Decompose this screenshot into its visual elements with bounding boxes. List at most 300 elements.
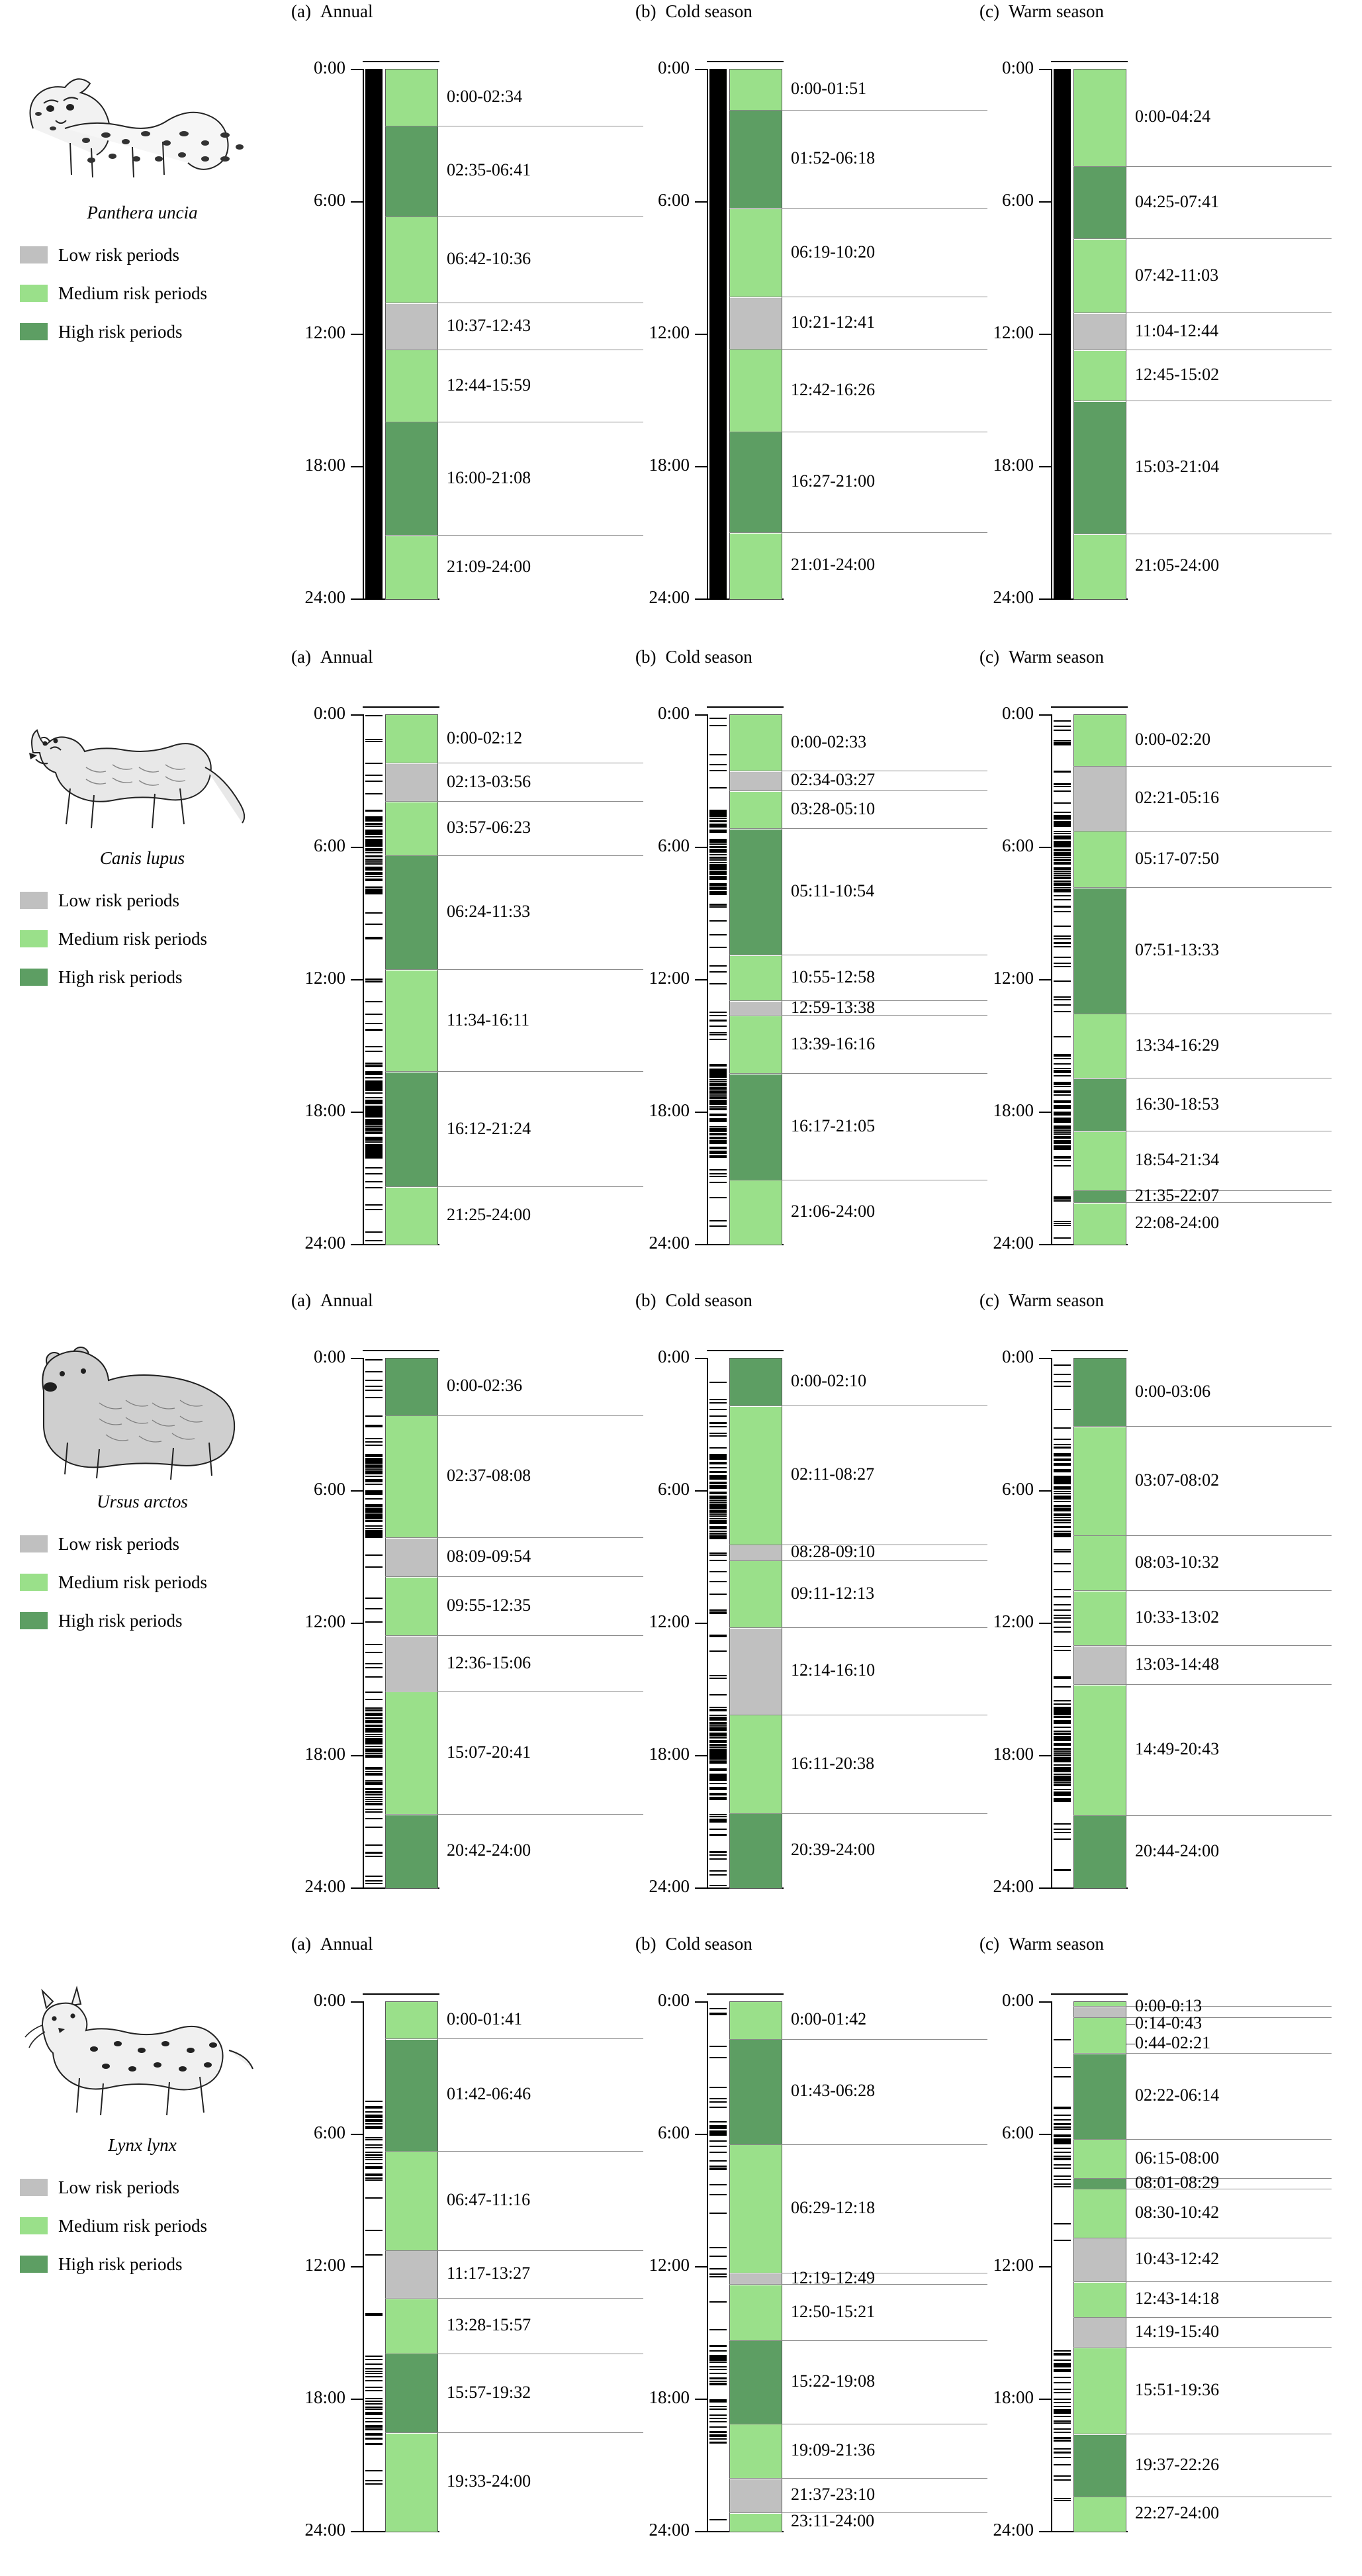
rug-tick: [709, 1650, 727, 1652]
segment-time-label: 0:00-02:10: [791, 1371, 867, 1391]
rug-tick: [709, 1742, 727, 1743]
segment-time-label: 0:00-02:34: [447, 86, 523, 106]
rug-tick: [365, 1141, 383, 1143]
rug-tick: [709, 831, 727, 832]
rug-tick: [365, 1739, 383, 1740]
rug-tick: [1054, 1784, 1071, 1786]
rug-tick: [365, 861, 383, 863]
rug-tick: [709, 1155, 727, 1157]
axis-tick: [313, 2123, 364, 2142]
rug-tick: [1054, 1764, 1071, 1766]
rug-tick: [1054, 2139, 1071, 2140]
rug-tick: [709, 2273, 727, 2275]
rug-tick: [1054, 720, 1071, 722]
rug-tick: [709, 1733, 727, 1734]
segment-time-label: 0:00-0:13: [1135, 1996, 1203, 2015]
rug-tick: [709, 787, 727, 788]
rug-tick: [365, 2254, 383, 2256]
rug-tick: [709, 1870, 727, 1872]
rug-tick: [365, 2438, 383, 2439]
rug-tick: [365, 1082, 383, 1083]
rug-tick: [1054, 1221, 1071, 1222]
risk-segment-medium: [730, 715, 782, 771]
rug-tick: [709, 1758, 727, 1760]
rug-tick: [709, 2426, 727, 2428]
legend-swatch-medium: [20, 285, 48, 302]
rug-tick: [1054, 1094, 1071, 1096]
rug-tick: [1054, 1801, 1071, 1802]
rug-tick: [1054, 1714, 1071, 1715]
rug-tick: [1054, 1488, 1071, 1490]
rug-tick: [365, 2179, 383, 2181]
rug-tick: [709, 2438, 727, 2440]
rug-tick: [709, 891, 727, 892]
panel-name: Cold season: [665, 647, 752, 667]
risk-segment-high: [386, 856, 437, 970]
segment-time-label: 01:42-06:46: [447, 2084, 531, 2104]
risk-segment-high: [1074, 1079, 1126, 1131]
rug-tick: [365, 1173, 383, 1174]
rug-tick: [709, 1433, 727, 1434]
panel-title: [635, 1934, 752, 1954]
axis-tick-label: 18:00: [304, 1744, 345, 1764]
axis-tick-label: 24:00: [993, 1876, 1034, 1896]
rug-tick: [709, 1143, 727, 1144]
rug-tick: [1054, 1225, 1071, 1226]
risk-segment-low: [386, 1539, 437, 1577]
rug-tick: [1054, 2392, 1071, 2393]
segment-time-label: 02:11-08:27: [791, 1464, 875, 1484]
segment-time-label: 12:45-15:02: [1135, 365, 1220, 385]
axis-tick-label: 0:00: [657, 58, 690, 77]
rug-tick: [365, 1359, 383, 1360]
rug-tick: [1054, 1004, 1071, 1006]
axis-tick-label: 0:00: [1001, 1347, 1034, 1366]
rug-tick: [1054, 1527, 1071, 1528]
axis-tick: [304, 455, 364, 475]
segment-time-label: 02:21-05:16: [1135, 787, 1220, 807]
rug-tick: [709, 2401, 727, 2403]
rug-tick: [1054, 2475, 1071, 2477]
legend-swatch-high: [20, 323, 48, 340]
legend-label: High risk periods: [58, 967, 183, 987]
rug-tick: [365, 1780, 383, 1782]
axis-cap: [1051, 1350, 1128, 1351]
rug-tick: [709, 1197, 727, 1198]
risk-segment-high: [386, 126, 437, 217]
rug-tick: [709, 1505, 727, 1506]
risk-segment-high: [1074, 2179, 1126, 2189]
axis-tick-label: 24:00: [993, 2520, 1034, 2540]
rug-tick: [709, 2276, 727, 2277]
rug-tick: [1054, 2067, 1071, 2068]
rug-tick: [709, 1032, 727, 1033]
rug-tick: [1054, 1549, 1071, 1550]
chart-panel: [973, 1318, 1343, 1927]
segment-time-label: 13:28-15:57: [447, 2315, 531, 2335]
segment-time-label: 16:30-18:53: [1135, 1094, 1220, 1114]
rug-tick: [709, 1220, 727, 1221]
axis-tick: [993, 322, 1052, 342]
rug-tick: [709, 1735, 727, 1737]
risk-period-bar: [1073, 714, 1126, 1245]
axis-tick-label: 0:00: [313, 1990, 345, 2010]
legend-item-low: [20, 881, 285, 920]
rug-tick: [709, 1528, 727, 1529]
segment-time-label: 16:17-21:05: [791, 1116, 876, 1135]
segment-time-label: 11:04-12:44: [1135, 320, 1219, 340]
rug-tick: [709, 1613, 727, 1614]
rug-tick: [709, 1793, 727, 1794]
rug-tick: [709, 2134, 727, 2135]
rug-tick: [1054, 2464, 1071, 2465]
rug-tick: [365, 1771, 383, 1772]
axis-tick-label: 6:00: [1001, 2123, 1034, 2142]
rug-tick: [1054, 1106, 1071, 1107]
rug-tick: [1054, 1063, 1071, 1065]
rug-tick: [1054, 853, 1071, 855]
segment-time-label: 12:43-14:18: [1135, 2289, 1220, 2309]
rug-tick: [709, 718, 727, 719]
rug-tick: [1054, 926, 1071, 927]
rug-tick: [1054, 2432, 1071, 2433]
risk-segment-high: [386, 2040, 437, 2152]
axis-tick-label: 12:00: [649, 322, 690, 342]
rug-tick: [709, 770, 727, 771]
rug-tick: [709, 2107, 727, 2108]
axis-tick-label: 12:00: [649, 968, 690, 988]
risk-segment-high: [386, 1815, 437, 1888]
rug-tick: [1054, 1055, 1071, 1057]
axis-tick: [313, 835, 364, 855]
rug-tick: [1054, 2437, 1071, 2438]
rug-tick: [1054, 1709, 1071, 1710]
rug-tick: [1054, 2479, 1071, 2481]
rug-tick: [1054, 2124, 1071, 2125]
rug-tick: [709, 2421, 727, 2422]
risk-period-bar: [385, 2001, 438, 2532]
rug-tick: [1054, 2452, 1071, 2454]
legend-label: High risk periods: [58, 321, 183, 342]
axis-tick: [649, 1744, 708, 1764]
rug-tick: [709, 871, 727, 873]
rug-tick: [365, 1751, 383, 1752]
rug-tick: [365, 1511, 383, 1513]
rug-tick: [1054, 1447, 1071, 1449]
rug-tick: [365, 1804, 383, 1805]
rug-tick: [1054, 2175, 1071, 2177]
rug-tick: [1054, 1198, 1071, 1200]
risk-segment-medium: [386, 1692, 437, 1815]
axis-tick: [993, 587, 1052, 607]
rug-tick: [1054, 2148, 1071, 2149]
axis-tick-label: 6:00: [1001, 190, 1034, 210]
rug-tick: [1054, 1129, 1071, 1131]
rug-tick: [365, 1663, 383, 1664]
rug-tick: [365, 1788, 383, 1789]
rug-tick: [1054, 1703, 1071, 1705]
risk-segment-medium: [1074, 1014, 1126, 1078]
rug-tick: [365, 2137, 383, 2138]
species-name: Lynx lynx: [108, 2135, 177, 2155]
rug-tick: [1054, 1646, 1071, 1647]
axis-tick: [649, 1233, 708, 1253]
axis-tick-label: 6:00: [1001, 1479, 1034, 1499]
rug-tick: [709, 1482, 727, 1483]
rug-tick: [1054, 2389, 1071, 2390]
lynx-illustration: [7, 1962, 271, 2160]
segment-time-label: 10:43-12:42: [1135, 2249, 1220, 2269]
risk-segment-high: [730, 2341, 782, 2424]
rug-tick: [709, 2046, 727, 2047]
activity-rug: [1054, 714, 1071, 1244]
rug-tick: [1054, 1118, 1071, 1119]
risk-segment-medium: [386, 715, 437, 763]
rug-tick: [709, 2377, 727, 2379]
segment-time-label: 15:51-19:36: [1135, 2380, 1220, 2400]
rug-tick: [1054, 1838, 1071, 1840]
rug-tick: [709, 1533, 727, 1535]
rug-tick: [1054, 1780, 1071, 1782]
rug-tick: [1054, 1533, 1071, 1534]
axis-tick: [993, 1876, 1052, 1896]
rug-tick: [1054, 1121, 1071, 1123]
rug-tick: [709, 2101, 727, 2103]
rug-tick: [709, 1435, 727, 1437]
rug-tick: [709, 839, 727, 840]
rug-tick: [1054, 1498, 1071, 1500]
rug-tick: [365, 1065, 383, 1067]
segment-time-label: 0:14-0:43: [1135, 2013, 1203, 2032]
risk-segment-low: [730, 298, 782, 350]
segment-time-label: 07:51-13:33: [1135, 939, 1220, 959]
rug-tick: [1054, 1782, 1071, 1784]
rug-tick: [1054, 1483, 1071, 1484]
rug-tick: [365, 1470, 383, 1472]
rug-tick: [365, 2376, 383, 2377]
rug-tick: [709, 878, 727, 879]
segment-time-label: 23:11-24:00: [791, 2511, 875, 2531]
rug-tick: [1054, 1374, 1071, 1375]
rug-tick: [365, 1644, 383, 1645]
rug-tick: [1054, 2107, 1071, 2108]
rug-tick: [1054, 1789, 1071, 1790]
rug-tick: [709, 1756, 727, 1758]
rug-tick: [1054, 1142, 1071, 1143]
segment-time-label: 03:07-08:02: [1135, 1470, 1220, 1490]
rug-tick: [1054, 1723, 1071, 1724]
rug-tick: [365, 2407, 383, 2408]
rug-tick: [709, 1012, 727, 1013]
rug-tick: [709, 876, 727, 877]
axis-tick-label: 0:00: [657, 1347, 690, 1366]
rug-tick: [1054, 1237, 1071, 1239]
panel-tag: (b): [635, 1934, 657, 1954]
rug-tick: [365, 1071, 383, 1073]
rug-tick: [365, 1023, 383, 1024]
species-block: [0, 645, 1362, 1289]
rug-tick: [709, 1707, 727, 1708]
rug-tick: [365, 2159, 383, 2160]
axis-tick: [1001, 1347, 1052, 1366]
rug-tick: [365, 1092, 383, 1094]
rug-tick: [709, 824, 727, 825]
panel-name: Warm season: [1008, 1934, 1104, 1954]
risk-segment-medium: [386, 2152, 437, 2250]
rug-tick: [365, 2429, 383, 2430]
axis-tick: [1001, 703, 1052, 723]
risk-segment-medium: [730, 1715, 782, 1813]
rug-tick: [709, 1148, 727, 1149]
rug-tick: [365, 2120, 383, 2121]
rug-tick: [1054, 1112, 1071, 1114]
chart-panel: [285, 675, 655, 1284]
axis-tick: [313, 190, 364, 210]
rug-tick: [709, 1851, 727, 1852]
panel-title: [979, 647, 1104, 667]
risk-segment-low: [730, 1629, 782, 1715]
legend-label: Medium risk periods: [58, 928, 207, 949]
rug-tick: [709, 1834, 727, 1835]
rug-tick: [365, 912, 383, 914]
panel-name: Annual: [320, 647, 373, 667]
axis-tick: [993, 1233, 1052, 1253]
axis-tick-label: 24:00: [304, 1233, 345, 1253]
rug-tick: [709, 1717, 727, 1718]
panel-title: [979, 1934, 1104, 1954]
axis-tick-label: 24:00: [649, 1233, 690, 1253]
rug-tick: [709, 1511, 727, 1512]
rug-tick: [709, 2247, 727, 2248]
rug-tick: [709, 2256, 727, 2257]
rug-tick: [1054, 980, 1071, 982]
axis-tick-label: 24:00: [649, 1876, 690, 1896]
rug-tick: [365, 820, 383, 822]
axis-tick: [1001, 1479, 1052, 1499]
rug-tick: [1054, 881, 1071, 882]
rug-tick: [365, 1204, 383, 1206]
legend-item-high: [20, 1601, 285, 1640]
rug-tick: [1054, 1409, 1071, 1410]
segment-time-label: 16:27-21:00: [791, 471, 876, 491]
segment-time-label: 05:17-07:50: [1135, 848, 1220, 868]
rug-tick: [709, 1675, 727, 1676]
risk-segment-medium: [386, 1416, 437, 1538]
risk-segment-medium: [386, 2299, 437, 2354]
rug-tick: [1054, 1604, 1071, 1605]
risk-segment-medium: [1074, 70, 1126, 167]
rug-tick: [1054, 2168, 1071, 2169]
rug-tick: [1054, 1453, 1071, 1455]
rug-tick: [709, 1176, 727, 1177]
rug-tick: [1054, 1480, 1071, 1482]
rug-tick: [709, 1065, 727, 1067]
segment-time-label: 02:22-06:14: [1135, 2085, 1220, 2105]
rug-tick: [709, 1467, 727, 1468]
chart-panel: [285, 1318, 655, 1927]
rug-tick: [1054, 1758, 1071, 1759]
rug-tick: [709, 1488, 727, 1489]
risk-segment-medium: [730, 534, 782, 599]
rug-tick: [709, 1715, 727, 1716]
rug-tick: [365, 889, 383, 890]
risk-segment-medium: [1074, 2018, 1126, 2054]
axis-tick-label: 24:00: [649, 2520, 690, 2540]
axis-tick: [649, 1876, 708, 1896]
rug-tick: [709, 1126, 727, 1127]
rug-tick: [709, 849, 727, 850]
risk-segment-high: [1074, 1359, 1126, 1427]
risk-segment-medium: [730, 2145, 782, 2273]
rug-tick: [1054, 1795, 1071, 1796]
rug-tick: [1054, 1478, 1071, 1479]
rug-tick: [709, 1101, 727, 1102]
rug-tick: [1054, 1476, 1071, 1477]
rug-tick: [1054, 2382, 1071, 2383]
rug-tick: [709, 1740, 727, 1741]
risk-segment-low: [1074, 2007, 1126, 2018]
axis-tick: [649, 2520, 708, 2540]
rug-tick: [365, 2107, 383, 2109]
risk-period-bar: [385, 714, 438, 1245]
segment-label-column: [1126, 714, 1331, 1244]
rug-tick: [1054, 2360, 1071, 2361]
rug-tick: [1054, 1700, 1071, 1701]
rug-tick: [709, 1137, 727, 1139]
axis-tick-label: 6:00: [313, 2123, 345, 2142]
legend-item-medium: [20, 274, 285, 312]
rug-tick: [365, 1156, 383, 1157]
panel-name: Annual: [320, 1290, 373, 1310]
segment-time-label: 19:09-21:36: [791, 2440, 876, 2460]
chart-panel: [285, 29, 655, 638]
legend-item-high: [20, 958, 285, 996]
rug-tick: [1054, 2457, 1071, 2458]
rug-tick: [1054, 1160, 1071, 1161]
rug-tick: [709, 841, 727, 843]
panel-tag: (a): [291, 1, 311, 21]
risk-segment-medium: [730, 2002, 782, 2040]
rug-tick: [709, 2359, 727, 2360]
rug-tick: [1054, 889, 1071, 890]
axis-cap: [1051, 1993, 1128, 1995]
rug-tick: [709, 2268, 727, 2269]
risk-segment-high: [730, 830, 782, 956]
rug-tick: [365, 859, 383, 860]
axis-tick: [657, 58, 708, 77]
rug-tick: [365, 2418, 383, 2419]
risk-segment-low: [1074, 1646, 1126, 1685]
legend: [20, 236, 285, 351]
rug-tick: [1054, 1439, 1071, 1440]
rug-tick: [709, 1151, 727, 1152]
rug-tick: [365, 1074, 383, 1075]
risk-segment-high: [730, 111, 782, 209]
risk-segment-high: [1074, 888, 1126, 1014]
panel-title: [635, 647, 752, 667]
rug-tick: [709, 1571, 727, 1572]
risk-segment-medium: [1074, 1427, 1126, 1536]
rug-tick: [365, 869, 383, 871]
species-block: [0, 0, 1362, 645]
segment-time-label: 21:25-24:00: [447, 1204, 531, 1224]
rug-tick: [1054, 1737, 1071, 1739]
rug-tick: [365, 715, 383, 716]
rug-tick: [365, 2421, 383, 2422]
rug-tick: [1054, 873, 1071, 874]
rug-tick: [1054, 1798, 1071, 1799]
rug-tick: [365, 1390, 383, 1391]
